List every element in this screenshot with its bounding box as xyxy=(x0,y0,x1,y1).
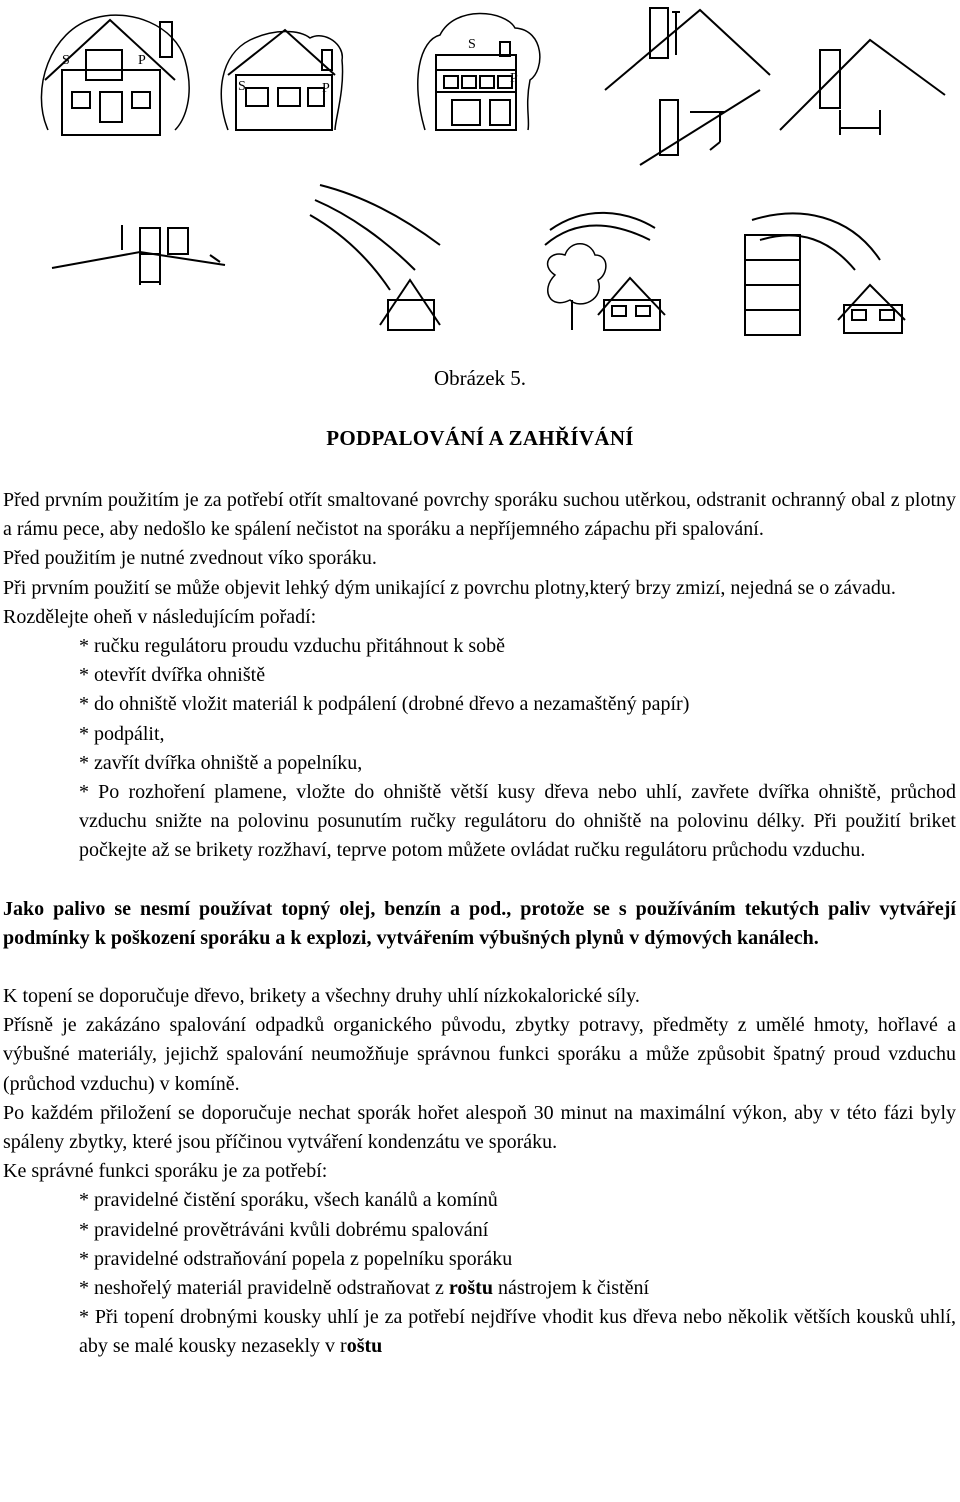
text-span: nástrojem k čistění xyxy=(492,1277,650,1300)
fire-step: * otevřít dvířka ohniště xyxy=(79,664,266,687)
fire-step: * zavřít dvířka ohniště a popelníku, xyxy=(79,751,363,774)
intro-paragraph: Před prvním použitím je za potřebí otřít smaltované povrchy sporáku suchou utěrkou, odstranit ochranný obal z plotny a rámu pece, aby nedošlo ke spálení nečistot na sporáku a nepříjemného zápachu při spalování. xyxy=(3,489,956,541)
warning-paragraph: Jako palivo se nesmí používat topný olej, benzín a pod., protože se s používáním tekutých paliv vytvářejí podmínky k poškození sporáku a k explozi, vytvářením výbušných plynů v dýmových kanálech. xyxy=(3,897,956,949)
fire-step: * podpálit, xyxy=(79,722,165,745)
fire-step: * do ohniště vložit materiál k podpálení (drobné dřevo a nezamaštěný papír) xyxy=(79,693,690,716)
maintenance-step: * pravidelné odstraňování popela z popelníku sporáku xyxy=(79,1247,513,1270)
flat-roof-chimney-diagram xyxy=(52,225,225,285)
fire-step: * ručku regulátoru proudu vzduchu přitáhnout k sobě xyxy=(79,635,506,658)
label-s: S xyxy=(468,37,476,52)
burn-paragraph: Po každém přiložení se doporučuje nechat sporák hořet alespoň 30 minut na maximální výkon, aby v této fázi byly spáleny zbytky, které jsou příčinou vytváření kondenzátu ve sporáku. xyxy=(3,1101,956,1154)
figure-caption: Obrázek 5. xyxy=(433,366,527,390)
tree-house-diagram xyxy=(545,213,665,330)
maintenance-intro: Ke správné funkci sporáku je za potřebí: xyxy=(3,1160,328,1183)
tall-building-diagram xyxy=(745,213,905,335)
text-span: * Při topení drobnými kousky uhlí je za potřebí nejdříve vhodit kus dřeva nebo několik větších kousků uhlí, aby se malé kousky nezasekly v r xyxy=(79,1306,956,1358)
text-span: * neshořelý materiál pravidelně odstraňovat z xyxy=(79,1277,449,1300)
maintenance-step: * pravidelné čistění sporáku, všech kanálů a komínů xyxy=(79,1189,498,1212)
label-p: P xyxy=(510,71,518,86)
fire-step: * Po rozhoření plamene, vložte do ohniště větší kusy dřeva nebo uhlí, zavřete dvířka ohniště, průchod vzduchu snižte na polovinu posunutím ručky regulátoru do ohniště na polovinu délky. Při použití briket počkejte až se brikety rozžhaví, teprve potom můžete ovládat ručku regulátoru průchodu vzduchu. xyxy=(79,781,956,862)
bold-word: oštu xyxy=(346,1335,383,1358)
label-s: S xyxy=(238,79,246,94)
label-s: S xyxy=(62,53,70,68)
label-p: P xyxy=(138,53,146,68)
wind-house-diagram xyxy=(310,185,440,330)
label-p: P xyxy=(322,81,330,96)
maintenance-step-coal xyxy=(3,1303,956,1361)
smoke-paragraph: Při prvním použití se může objevit lehký dým unikající z povrchu plotny,který brzy zmizí, nejedná se o závadu. xyxy=(3,576,896,599)
maintenance-step: * pravidelné provětráváni kvůli dobrému spalování xyxy=(79,1218,489,1241)
house-3-illustration xyxy=(418,13,540,130)
lid-paragraph: Před použitím je nutné zvednout víko sporáku. xyxy=(3,547,377,570)
chimney-diagram-figure xyxy=(0,0,960,345)
roof-chimney-diagram-1 xyxy=(605,8,770,90)
bold-word: roštu xyxy=(448,1277,493,1300)
roof-chimney-diagram-2 xyxy=(780,40,945,135)
roof-chimney-diagram-3 xyxy=(640,90,760,165)
forbidden-paragraph: Přísně je zakázáno spalování odpadků organického původu, zbytky potravy, předměty z umělé hmoty, hořlavé a výbušné materiály, jejichž spalování neumožňuje správnou funkci sporáku a může způsobit špatný proud vzduchu (průchod vzduchu) v komíně. xyxy=(3,1014,956,1095)
house-1-illustration xyxy=(41,15,189,135)
fire-intro: Rozdělejte oheň v následujícím pořadí: xyxy=(3,605,317,628)
fuel-paragraph: K topení se doporučuje dřevo, brikety a všechny druhy uhlí nízkokalorické síly. xyxy=(3,985,640,1008)
maintenance-step-grate xyxy=(3,1274,956,1303)
document-body xyxy=(3,486,956,1362)
section-heading: PODPALOVÁNÍ A ZAHŘÍVÁNÍ xyxy=(326,426,634,450)
